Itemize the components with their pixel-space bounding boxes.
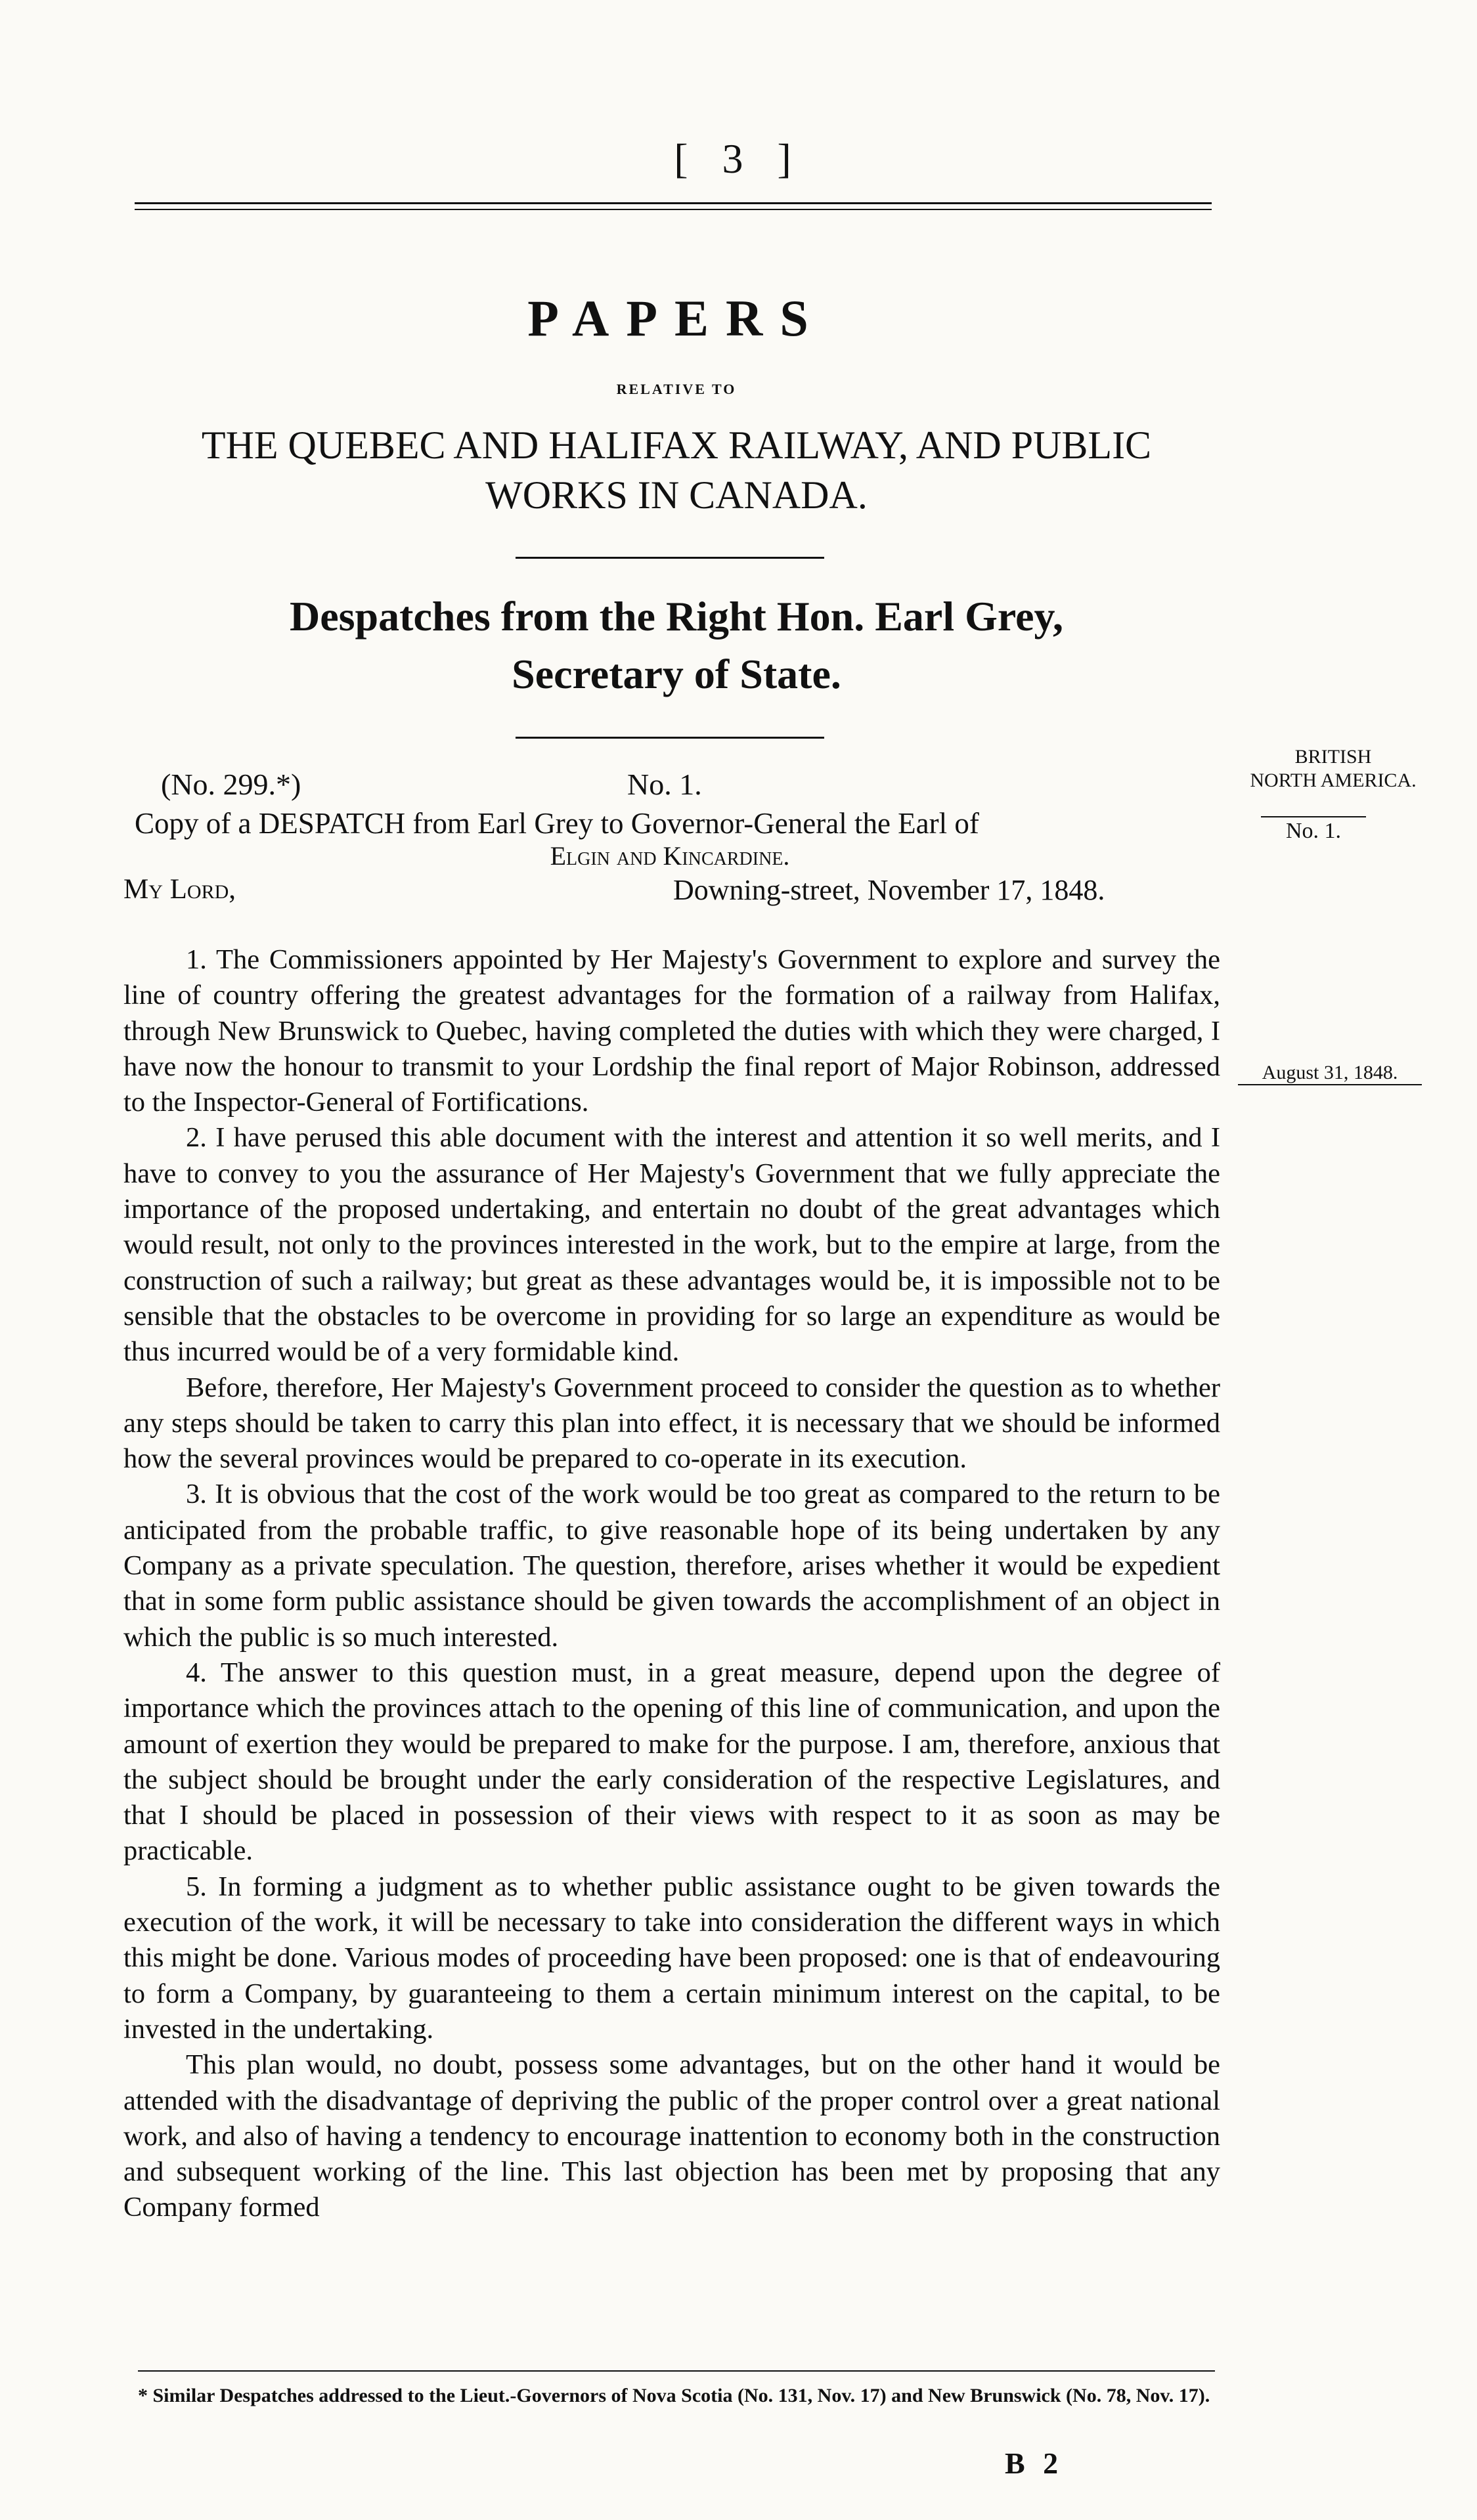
section-rule-2 — [516, 737, 824, 739]
document-heading-line-2: Elgin and Kincardine. — [550, 841, 790, 871]
salutation: My Lord, — [123, 874, 236, 905]
margin-date-ref: August 31, 1848. — [1238, 1062, 1422, 1085]
margin-doc-ref: No. 1. — [1261, 816, 1366, 844]
place-date: Downing-street, November 17, 1848. — [673, 874, 1105, 906]
subtitle-line-1: THE QUEBEC AND HALIFAX RAILWAY, AND PUBLIC — [201, 424, 1152, 467]
paragraph-2: 2. I have perused this able document with the interest and attention it so well merits, and I have to convey to you the assurance of Her Majesty's Government that we fully appreciate the importance of the proposed undertaking, and entertain no doubt of the great advantages which would result, not only to the provinces interested in the work, but to the empire at large, from the construction of such a railway; but great as these advantages would be, it is impossible not to be sensible that the obstacles to be overcome in providing for so large an expenditure as would be thus incurred would be of a very formidable kind. — [123, 1122, 1220, 1368]
document-title: PAPERS — [527, 290, 826, 347]
margin-region-line-1: BRITISH — [1294, 746, 1372, 768]
despatches-line-2: Secretary of State. — [512, 651, 841, 697]
footnote-rule — [138, 2370, 1215, 2372]
footnote: * Similar Despatches addressed to the Lieut.-Governors of Nova Scotia (No. 131, Nov. 17) and New Brunswick (No. 78, Nov. 17). — [138, 2385, 1210, 2406]
header-rule — [135, 202, 1212, 204]
paragraph-4: 4. The answer to this question must, in a great measure, depend upon the degree of importance which the provinces attach to the opening of this line of communication, and upon the amount of exertion they would be prepared to make for the purpose. I am, therefore, anxious that the subject should be brought under the early consideration of the respective Legislatures, and that I should be placed in possession of their views with respect to it as soon as may be practicable. — [123, 1657, 1220, 1867]
paragraph-5: 5. In forming a judgment as to whether public assistance ought to be given towards the execution of the work, it will be necessary to take into consideration the different ways in which this might be done. Various modes of proceeding have been proposed: one is that of endeavouring to form a Company, by guaranteeing to them a certain minimum interest on the capital, to be invested in the undertaking. — [123, 1871, 1220, 2045]
document-heading-line-1: Copy of a DESPATCH from Earl Grey to Governor-General the Earl of — [135, 807, 979, 840]
document-ref-number: (No. 299.*) — [161, 768, 301, 801]
paragraph-3: 3. It is obvious that the cost of the work would be too great as compared to the return to be anticipated from the probable traffic, to give reasonable hope of its being undertaken by any Company as a private speculation. The question, therefore, arises whether it would be expedient that in some form public assistance should be given towards the accomplishment of an object in which the public is so much interested. — [123, 1479, 1220, 1653]
paragraph-2b: Before, therefore, Her Majesty's Government proceed to consider the question as to whether any steps should be taken to carry this plan into effect, it is necessary that we should be informed how the several provinces would be prepared to co-operate in its execution. — [123, 1372, 1220, 1475]
signature-mark: B 2 — [1005, 2446, 1064, 2480]
subtitle-line-2: WORKS IN CANADA. — [485, 473, 868, 517]
despatch-body — [123, 942, 1220, 2226]
page-number: [ 3 ] — [674, 135, 803, 182]
margin-region-line-2: NORTH AMERICA. — [1250, 770, 1417, 791]
despatches-heading — [197, 588, 1156, 703]
paragraph-5b: This plan would, no doubt, possess some advantages, but on the other hand it would be attended with the disadvantage of depriving the public of the proper control over a great national work, and also of having a tendency to encourage inattention to economy both in the construction and subsequent working of the line. This last objection has been met by proposing that any Company formed — [123, 2049, 1220, 2223]
despatches-line-1: Despatches from the Right Hon. Earl Grey, — [290, 593, 1063, 640]
relative-to-label: RELATIVE TO — [616, 381, 737, 397]
margin-region — [1215, 745, 1451, 793]
document-subtitle — [131, 420, 1222, 520]
section-rule — [516, 557, 824, 559]
paragraph-1: 1. The Commissioners appointed by Her Majesty's Government to explore and survey the line of country offering the greatest advantages for the formation of a railway from Halifax, through New Brunswick to Quebec, having completed the duties with which they were charged, I have now the honour to transmit to your Lordship the final report of Major Robinson, addressed to the Inspector-General of Fortifications. — [123, 944, 1220, 1118]
document-number: No. 1. — [627, 768, 702, 801]
header-rule-secondary — [135, 209, 1212, 210]
